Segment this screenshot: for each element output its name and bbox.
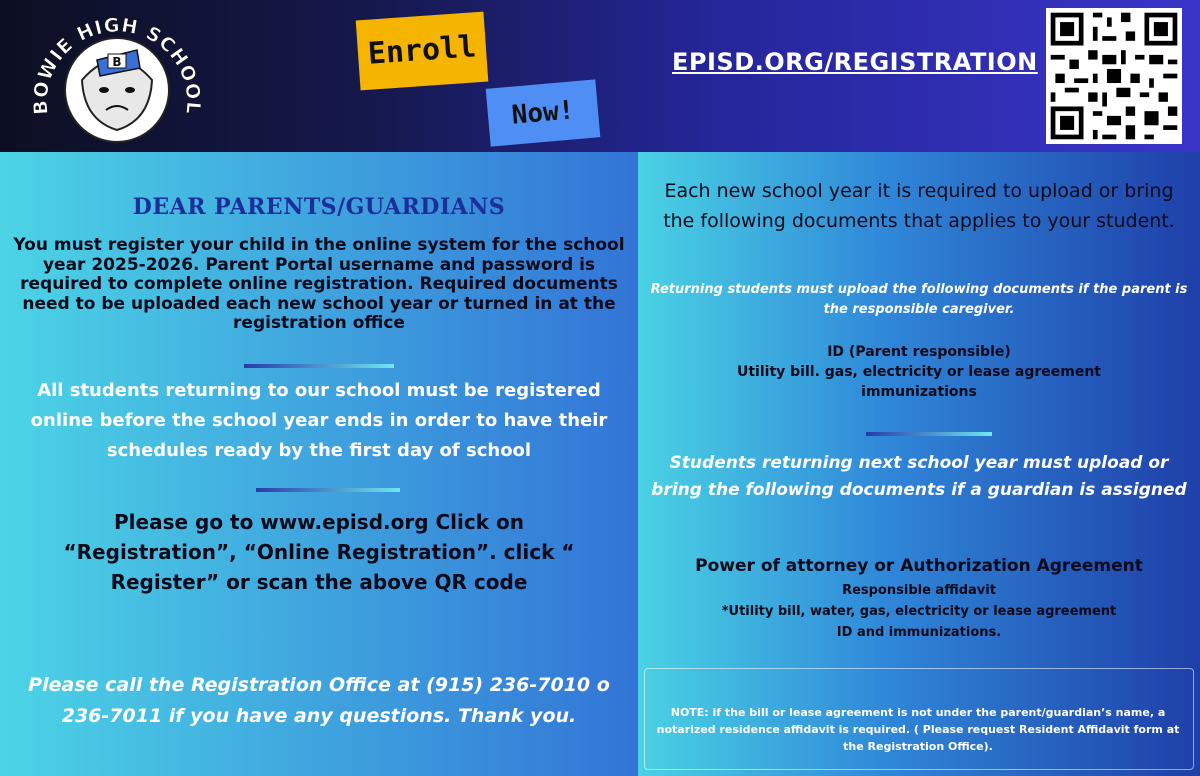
guardian-heading: Power of attorney or Authorization Agreement [695, 556, 1143, 576]
registration-url[interactable]: EPISD.ORG/REGISTRATION [672, 48, 1038, 76]
guardian-note: Students returning next school year must upload or bring the following documents if a guardian is assigned [651, 453, 1187, 500]
list-item: Utility bill. gas, electricity or lease agreement [737, 364, 1101, 380]
contact-info: Please call the Registration Office at (915) 236-7010 o 236-7011 if you have any questions. Thank you. [28, 674, 610, 727]
registration-instructions: Please go to www.episd.org Click on “Registration”, “Online Registration”. click “ Register” or scan the above QR code [63, 510, 575, 594]
list-item: immunizations [861, 384, 977, 400]
qr-code-icon[interactable] [1046, 8, 1182, 144]
guardian-documents-list [638, 580, 1200, 643]
school-logo [22, 10, 212, 150]
enroll-note: Enroll [356, 12, 489, 91]
now-note: Now! [486, 79, 601, 146]
divider [256, 488, 400, 492]
logo-text: BOWIE HIGH SCHOOL [29, 14, 205, 116]
returning-students-text: All students returning to our school must be registered online before the school year ends in order to have their schedules ready by the first day of school [30, 380, 608, 461]
registration-requirement-text: You must register your child in the online system for the school year 2025-2026. Parent Portal username and password is required to complete online registration. Required documents need to be uploaded each new school year or turned in at the registration office [13, 235, 625, 333]
returning-parent-note: Returning students must upload the following documents if the parent is the responsible caregiver. [650, 282, 1188, 317]
parent-documents-list [638, 342, 1200, 402]
divider [866, 432, 992, 436]
list-item: *Utility bill, water, gas, electricity or lease agreement [721, 604, 1117, 619]
documents-intro: Each new school year it is required to upload or bring the following documents that applies to your student. [663, 180, 1175, 232]
divider [244, 364, 394, 368]
list-item: Responsible affidavit [842, 583, 996, 598]
left-panel [0, 152, 638, 776]
list-item: ID (Parent responsible) [827, 344, 1011, 360]
list-item: ID and immunizations. [836, 625, 1002, 640]
header-banner [0, 0, 1200, 152]
note-text: NOTE: if the bill or lease agreement is not under the parent/guardian’s name, a notarized residence affidavit is required. ( Please request Resident Affidavit form at the Registration Office). [656, 706, 1180, 753]
greeting-heading: DEAR PARENTS/GUARDIANS [132, 194, 506, 220]
right-panel [638, 152, 1200, 776]
logo-letter: B [112, 55, 122, 69]
